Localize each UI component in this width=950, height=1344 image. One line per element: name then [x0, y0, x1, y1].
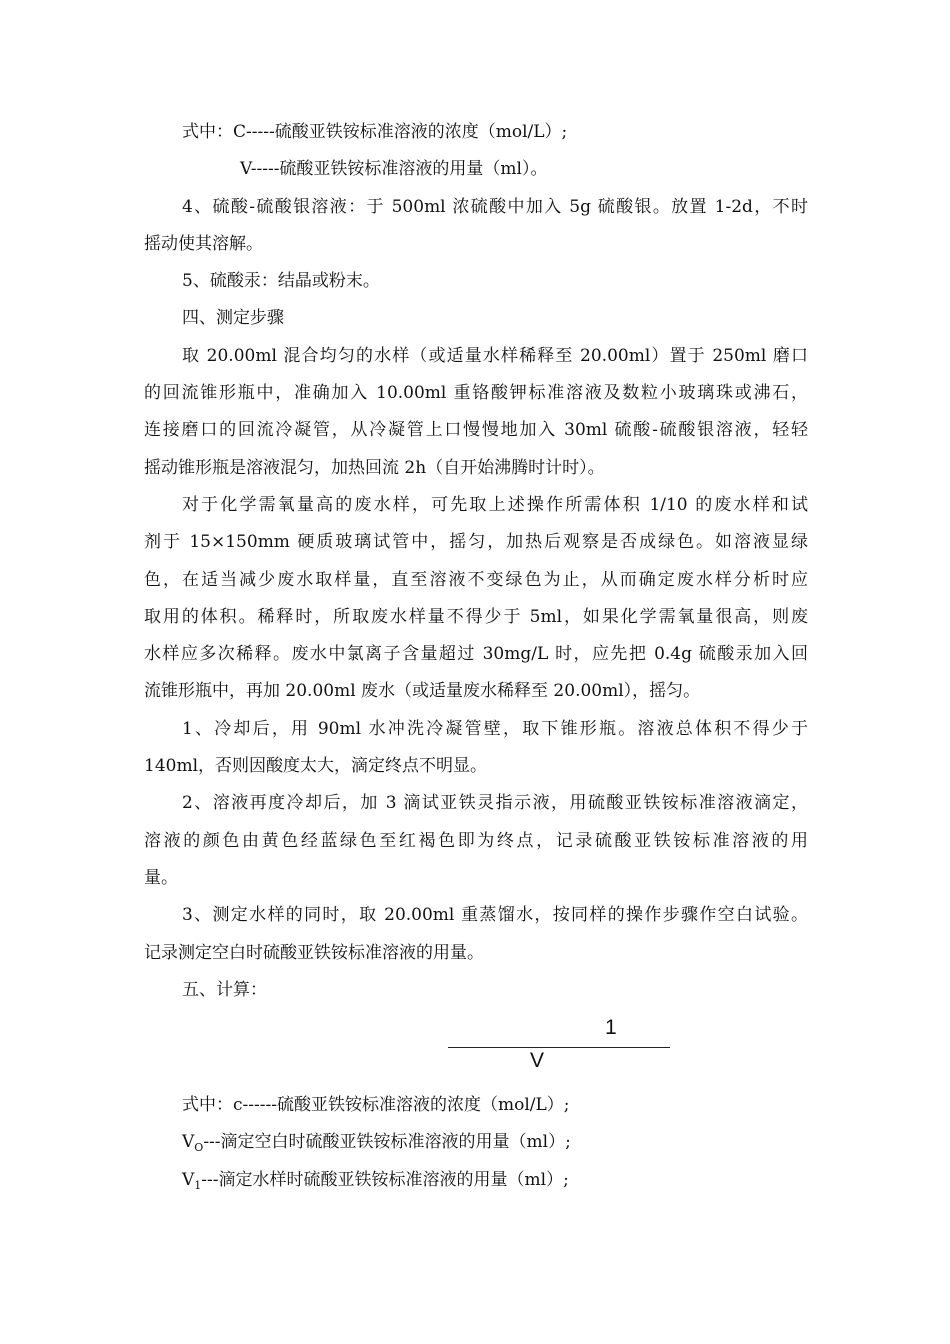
fraction-bar	[448, 1047, 670, 1048]
v0-symbol: V	[182, 1132, 195, 1153]
text-line: 140ml，否则因酸度太大，滴定终点不明显。	[144, 756, 488, 777]
formula	[448, 1014, 670, 1076]
text-line: 5、硫酸汞：结晶或粉末。	[182, 271, 380, 292]
text-line: 摇动使其溶解。	[144, 233, 263, 254]
text-line: 色，在适当减少废水取样量，直至溶液不变绿色为止，从而确定废水样分析时应	[144, 569, 808, 590]
v0-text: ---滴定空白时硫酸亚铁铵标准溶液的用量（ml）;	[203, 1132, 571, 1153]
v1-subscript: 1	[194, 1178, 202, 1192]
text-line: 溶液的颜色由黄色经蓝绿色至红褐色即为终点，记录硫酸亚铁铵标准溶液的用	[144, 830, 808, 851]
definition-v1	[144, 1162, 808, 1199]
text-line: 式中：C-----硫酸亚铁铵标准溶液的浓度（mol/L）;	[182, 122, 568, 142]
text-line: 记录测定空白时硫酸亚铁铵标准溶液的用量。	[144, 942, 484, 963]
v0-subscript: O	[194, 1141, 204, 1155]
text-line: 2、溶液再度冷却后，加 3 滴试亚铁灵指示液，用硫酸亚铁铵标准溶液滴定，	[182, 793, 808, 814]
section-heading: 五、计算：	[182, 979, 267, 1000]
text-line: 流锥形瓶中，再加 20.00ml 废水（或适量废水稀释至 20.00ml），摇匀。	[144, 681, 701, 702]
section-heading: 四、测定步骤	[182, 308, 284, 329]
text-line: 的回流锥形瓶中，准确加入 10.00ml 重铬酸钾标准溶液及数粒小玻璃珠或沸石，	[144, 383, 808, 404]
body-text	[144, 114, 808, 1009]
text-line: 对于化学需氧量高的废水样，可先取上述操作所需体积 1/10 的废水样和试	[182, 494, 808, 515]
text-line: 取 20.00ml 混合均匀的水样（或适量水样稀释至 20.00ml）置于 250ml 磨口	[182, 345, 808, 366]
text-line: 剂于 15×150mm 硬质玻璃试管中，摇匀，加热后观察是否成绿色。如溶液显绿	[144, 532, 808, 553]
text-line: 连接磨口的回流冷凝管，从冷凝管上口慢慢地加入 30ml 硫酸-硫酸银溶液，轻轻	[144, 420, 808, 441]
formula-numerator: 1	[605, 1016, 617, 1039]
text-line: V-----硫酸亚铁铵标准溶液的用量（ml）。	[240, 159, 548, 180]
text-line: 水样应多次稀释。废水中氯离子含量超过 30mg/L 时，应先把 0.4g 硫酸汞加入回	[144, 644, 808, 665]
text-line: 取用的体积。稀释时，所取废水样量不得少于 5ml，如果化学需氧量很高，则废	[144, 606, 808, 627]
v1-text: ---滴定水样时硫酸亚铁铵标准溶液的用量（ml）;	[201, 1169, 569, 1190]
text-line: 摇动锥形瓶是溶液混匀，加热回流 2h（自开始沸腾时计时）。	[144, 457, 605, 478]
definitions	[144, 1087, 808, 1199]
text-line: 1、冷却后，用 90ml 水冲洗冷凝管壁，取下锥形瓶。溶液总体积不得少于	[182, 718, 808, 739]
v1-symbol: V	[182, 1169, 195, 1190]
text-line: 量。	[144, 867, 178, 888]
text-line: 4、硫酸-硫酸银溶液：于 500ml 浓硫酸中加入 5g 硫酸银。放置 1-2d，不时	[182, 196, 808, 217]
definition-v0	[144, 1124, 808, 1161]
definition-c: 式中：c------硫酸亚铁铵标准溶液的浓度（mol/L）;	[182, 1095, 570, 1115]
formula-denominator: V	[530, 1049, 545, 1072]
text-line: 3、测定水样的同时，取 20.00ml 重蒸馏水，按同样的操作步骤作空白试验。	[182, 905, 808, 926]
